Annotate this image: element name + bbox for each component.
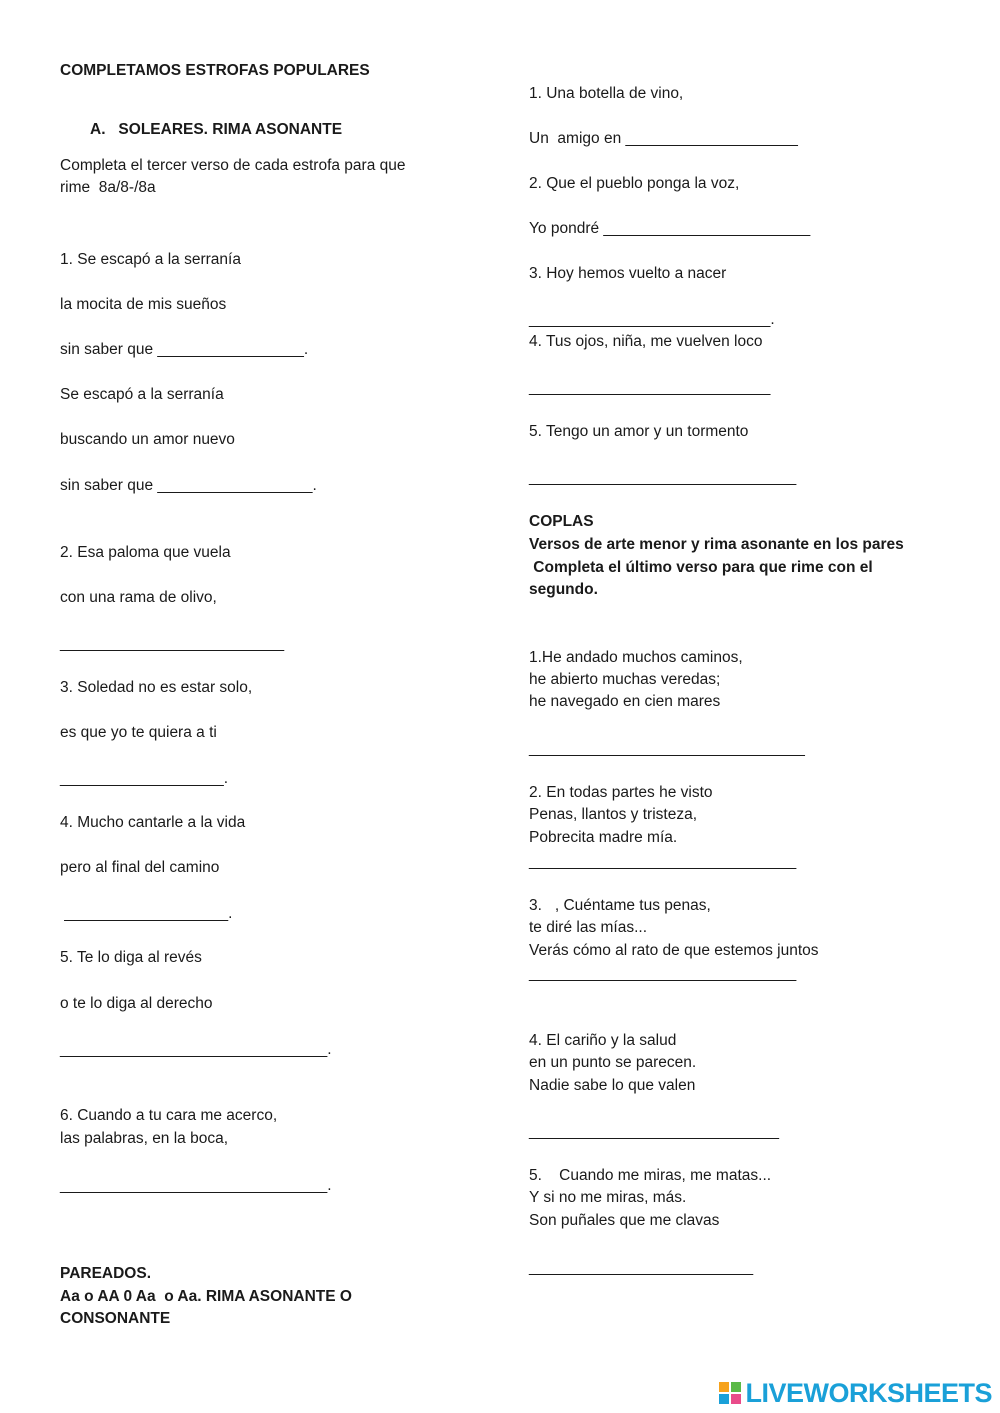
verse-line: en un punto se parecen.	[529, 1054, 697, 1071]
answer-blank[interactable]: ____________________________.	[529, 311, 775, 328]
verse-line: pero al final del camino	[60, 859, 220, 876]
pareados-subheading: Aa o AA 0 Aa o Aa. RIMA ASONANTE O	[60, 1288, 352, 1305]
answer-blank[interactable]: __________________________	[529, 1259, 754, 1276]
verse-line: 4. Tus ojos, niña, me vuelven loco	[529, 333, 763, 350]
coplas-instruction: segundo.	[529, 581, 598, 598]
verse-line: te diré las mías...	[529, 919, 648, 936]
answer-blank[interactable]: _______________________________	[529, 469, 797, 486]
worksheet-title: COMPLETAMOS ESTROFAS POPULARES	[60, 62, 370, 79]
verse-line: 3. Hoy hemos vuelto a nacer	[529, 265, 727, 282]
verse-line: Pobrecita madre mía.	[529, 829, 678, 846]
logo-text: LIVEWORKSHEETS	[745, 1377, 992, 1408]
answer-blank[interactable]: Yo pondré ________________________	[529, 220, 811, 237]
verse-line: 5. Cuando me miras, me matas...	[529, 1167, 772, 1184]
answer-blank[interactable]: ________________________________	[529, 740, 805, 757]
verse-line: 5. Te lo diga al revés	[60, 949, 202, 966]
verse-line: Penas, llantos y tristeza,	[529, 806, 697, 823]
verse-line: 6. Cuando a tu cara me acerco,	[60, 1107, 278, 1124]
coplas-instruction: Completa el último verso para que rime con el	[529, 559, 873, 576]
coplas-heading: COPLAS	[529, 513, 594, 530]
verse-line: Son puñales que me clavas	[529, 1212, 720, 1229]
verse-line: 3. , Cuéntame tus penas,	[529, 897, 711, 914]
verse-line: con una rama de olivo,	[60, 589, 217, 606]
verse-line: 4. El cariño y la salud	[529, 1032, 677, 1049]
verse-line: 2. Esa paloma que vuela	[60, 544, 231, 561]
pareados-heading: PAREADOS.	[60, 1265, 152, 1282]
answer-blank[interactable]: _______________________________.	[60, 1041, 332, 1058]
coplas-instruction: Versos de arte menor y rima asonante en los pares	[529, 536, 904, 553]
answer-blank[interactable]: ___________________.	[60, 770, 229, 787]
verse-line: 3. Soledad no es estar solo,	[60, 679, 253, 696]
answer-blank[interactable]: Un amigo en ____________________	[529, 130, 798, 147]
answer-blank[interactable]: sin saber que _________________.	[60, 341, 309, 358]
verse-line: Y si no me miras, más.	[529, 1189, 687, 1206]
answer-blank[interactable]: sin saber que __________________.	[60, 477, 317, 494]
answer-blank[interactable]: _______________________________	[529, 853, 797, 870]
verse-line: 1. Se escapó a la serranía	[60, 251, 241, 268]
verse-line: las palabras, en la boca,	[60, 1130, 229, 1147]
answer-blank[interactable]: ____________________________	[529, 379, 771, 396]
verse-line: 1.He andado muchos caminos,	[529, 649, 743, 666]
verse-line: 5. Tengo un amor y un tormento	[529, 423, 749, 440]
verse-line: 1. Una botella de vino,	[529, 85, 684, 102]
section-soleares-heading: A. SOLEARES. RIMA ASONANTE	[90, 121, 343, 138]
verse-line: 2. Que el pueblo ponga la voz,	[529, 175, 740, 192]
liveworksheets-logo	[719, 1379, 992, 1407]
verse-line: buscando un amor nuevo	[60, 431, 235, 448]
answer-blank[interactable]: _____________________________	[529, 1123, 779, 1140]
logo-squares-icon	[719, 1382, 741, 1404]
pareados-subheading: CONSONANTE	[60, 1310, 171, 1327]
logo-square	[731, 1382, 741, 1392]
answer-blank[interactable]: _______________________________.	[60, 1177, 332, 1194]
answer-blank[interactable]: ___________________.	[60, 905, 233, 922]
verse-line: o te lo diga al derecho	[60, 995, 213, 1012]
verse-line: 4. Mucho cantarle a la vida	[60, 814, 246, 831]
verse-line: he navegado en cien mares	[529, 693, 721, 710]
answer-blank[interactable]: __________________________	[60, 635, 285, 652]
verse-line: Nadie sabe lo que valen	[529, 1077, 696, 1094]
logo-square	[719, 1382, 729, 1392]
logo-square	[719, 1394, 729, 1404]
verse-line: he abierto muchas veredas;	[529, 671, 721, 688]
verse-line: 2. En todas partes he visto	[529, 784, 713, 801]
answer-blank[interactable]: _______________________________	[529, 965, 797, 982]
instruction-line-2: rime 8a/8-/8a	[60, 179, 156, 196]
verse-line: la mocita de mis sueños	[60, 296, 227, 313]
verse-line: Verás cómo al rato de que estemos juntos	[529, 942, 819, 959]
instruction-line-1: Completa el tercer verso de cada estrofa para que	[60, 157, 406, 174]
verse-line: es que yo te quiera a ti	[60, 724, 217, 741]
logo-square	[731, 1394, 741, 1404]
verse-line: Se escapó a la serranía	[60, 386, 224, 403]
